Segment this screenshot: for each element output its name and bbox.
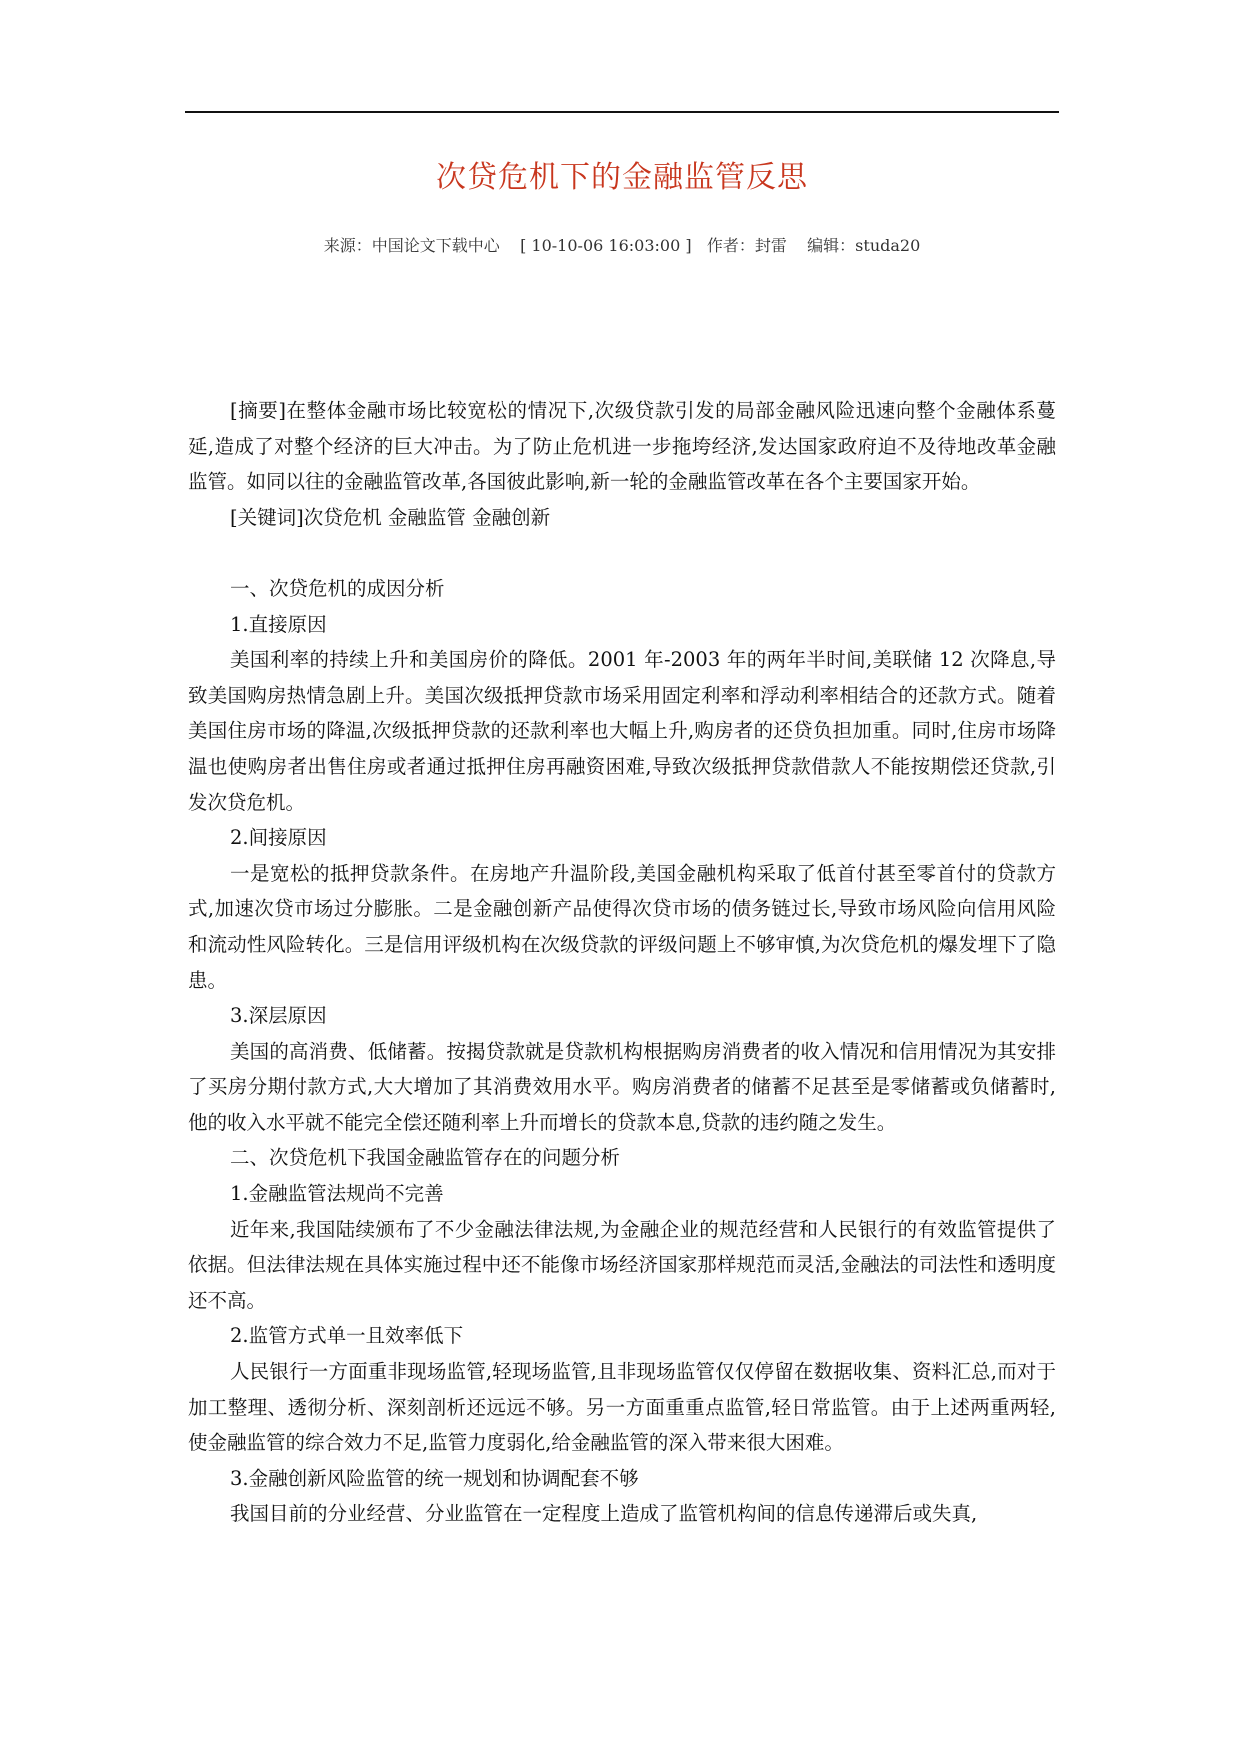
body-paragraph: 美国利率的持续上升和美国房价的降低。2001 年-2003 年的两年半时间,美联储 12 次降息,导致美国购房热情急剧上升。美国次级抵押贷款市场采用固定利率和浮动利率相结合的还款方式。随着美国住房市场的降温,次级抵押贷款的还款利率也大幅上升,购房者的还贷负担加重。同时,住房市场降温也使购房者出售住房或者通过抵押住房再融资困难,导致次级抵押贷款借款人不能按期偿还贷款,引发次贷危机。	[188, 648, 1056, 814]
body-paragraph: 人民银行一方面重非现场监管,轻现场监管,且非现场监管仅仅停留在数据收集、资料汇总,而对于加工整理、透彻分析、深刻剖析还远远不够。另一方面重重点监管,轻日常监管。由于上述两重两轻,使金融监管的综合效力不足,监管力度弱化,给金融监管的深入带来很大困难。	[188, 1360, 1056, 1455]
header-rule	[185, 111, 1059, 113]
body-paragraph: 美国的高消费、低储蓄。按揭贷款就是贷款机构根据购房消费者的收入情况和信用情况为其安排了买房分期付款方式,大大增加了其消费效用水平。购房消费者的储蓄不足甚至是零储蓄或负储蓄时,他的收入水平就不能完全偿还随利率上升而增长的贷款本息,贷款的违约随之发生。	[188, 1039, 1056, 1134]
article-title: 次贷危机下的金融监管反思	[436, 160, 808, 195]
section-heading: 二、次贷危机下我国金融监管存在的问题分析	[230, 1146, 621, 1170]
article-body	[188, 393, 1056, 1532]
subsection-heading: 1.金融监管法规尚不完善	[230, 1182, 444, 1206]
subsection-heading: 2.间接原因	[230, 826, 327, 850]
blank-line	[188, 535, 1056, 571]
abstract-paragraph: [摘要]在整体金融市场比较宽松的情况下,次级贷款引发的局部金融风险迅速向整个金融体系蔓延,造成了对整个经济的巨大冲击。为了防止危机进一步拖垮经济,发达国家政府迫不及待地改革金融监管。如同以往的金融监管改革,各国彼此影响,新一轮的金融监管改革在各个主要国家开始。	[188, 399, 1056, 494]
body-paragraph: 近年来,我国陆续颁布了不少金融法律法规,为金融企业的规范经营和人民银行的有效监管提供了依据。但法律法规在具体实施过程中还不能像市场经济国家那样规范而灵活,金融法的司法性和透明度还不高。	[188, 1217, 1056, 1312]
subsection-heading: 2.监管方式单一且效率低下	[230, 1324, 464, 1348]
subsection-heading: 1.直接原因	[230, 612, 327, 636]
article-meta: 来源：中国论文下载中心 [ 10-10-06 16:03:00 ] 作者：封雷 编辑：studa20	[323, 236, 921, 255]
keywords-line: [关键词]次贷危机 金融监管 金融创新	[230, 505, 551, 529]
subsection-heading: 3.深层原因	[230, 1004, 327, 1028]
body-paragraph: 一是宽松的抵押贷款条件。在房地产升温阶段,美国金融机构采取了低首付甚至零首付的贷款方式,加速次贷市场过分膨胀。二是金融创新产品使得次贷市场的债务链过长,导致市场风险向信用风险和流动性风险转化。三是信用评级机构在次级贷款的评级问题上不够审慎,为次贷危机的爆发埋下了隐患。	[188, 861, 1056, 992]
subsection-heading: 3.金融创新风险监管的统一规划和协调配套不够	[230, 1466, 639, 1490]
section-heading: 一、次贷危机的成因分析	[230, 576, 445, 600]
body-paragraph: 我国目前的分业经营、分业监管在一定程度上造成了监管机构间的信息传递滞后或失真,	[230, 1502, 978, 1526]
